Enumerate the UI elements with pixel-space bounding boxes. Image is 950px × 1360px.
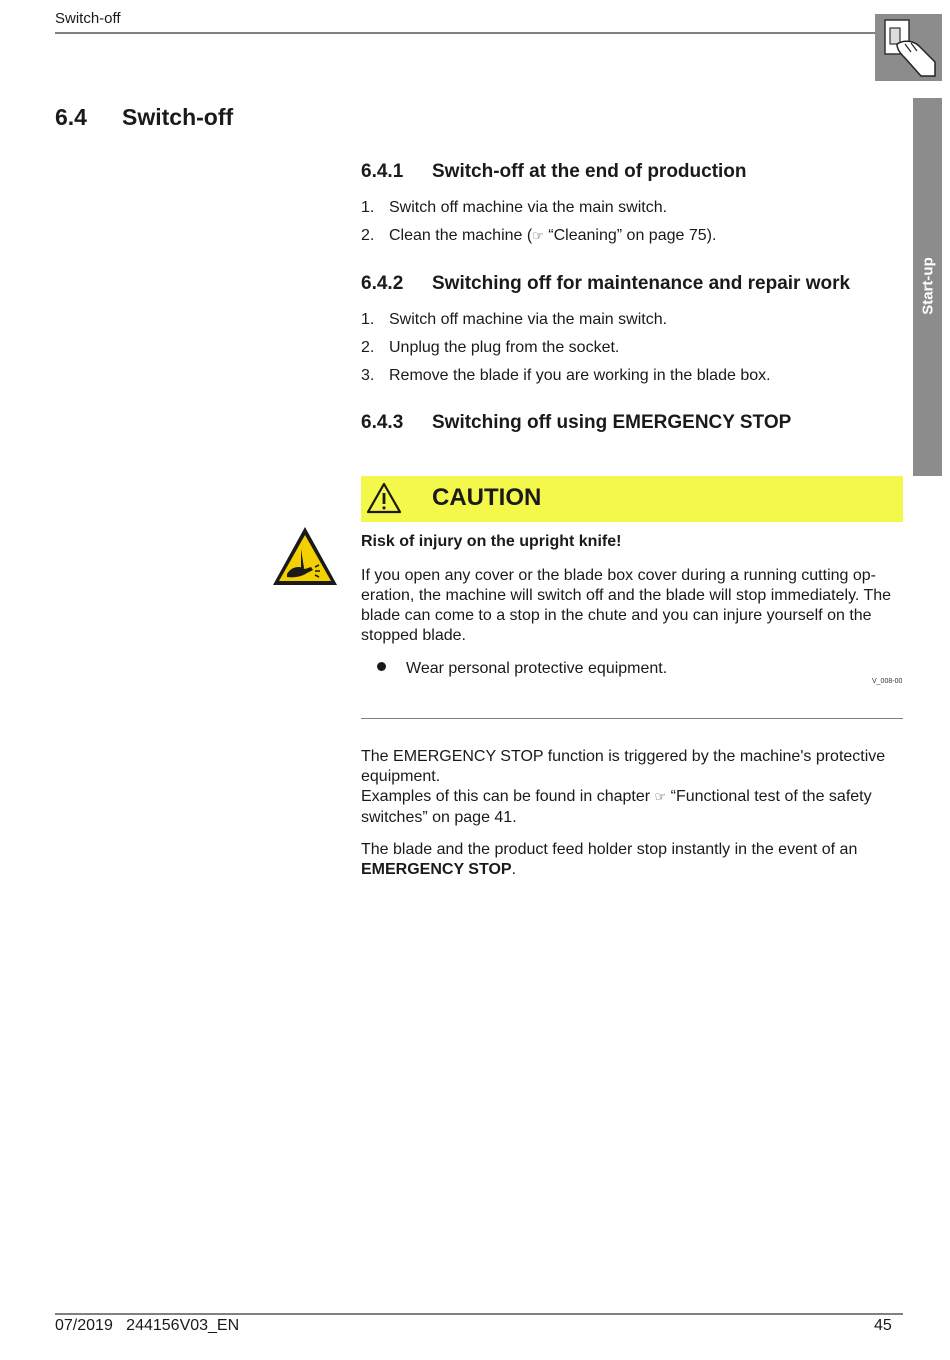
protective-measure xyxy=(377,659,667,679)
step-text: Switch off machine via the main switch. xyxy=(389,199,668,216)
step-number: 3. xyxy=(361,367,375,384)
caution-end-divider xyxy=(361,718,903,719)
step-text: Switch off machine via the main switch. xyxy=(389,311,668,328)
pointing-hand-icon: ☞ xyxy=(654,790,667,805)
step-number: 1. xyxy=(361,311,375,328)
subsection-number: 6.4.3 xyxy=(361,412,404,433)
emergency-stop-paragraph xyxy=(361,747,903,828)
list-item xyxy=(361,338,771,366)
pointing-hand-icon: ☞ xyxy=(532,229,544,244)
caution-label: CAUTION xyxy=(432,484,542,511)
header-divider xyxy=(55,32,875,34)
warning-code: V_008-00 xyxy=(872,678,903,685)
risk-title: Risk of injury on the upright knife! xyxy=(361,533,622,550)
page-number: 45 xyxy=(874,1317,892,1334)
list-item xyxy=(361,366,771,394)
paragraph-text: The EMERGENCY STOP function is triggered by the machine's protective equipment. xyxy=(361,748,886,785)
subsection-heading-6-4-3 xyxy=(361,412,791,434)
subsection-heading-6-4-1 xyxy=(361,161,747,183)
list-item xyxy=(361,310,771,338)
caution-body: If you open any cover or the blade box cover during a running cutting op-eration, the machine will switch off and the blade will stop immediately. The blade can come to a stop in the chute and you can injure yourself on the stopped blade. xyxy=(361,567,892,644)
chapter-tab-label: Start-up xyxy=(919,257,936,315)
warning-triangle-icon xyxy=(366,482,402,514)
running-header: Switch-off xyxy=(55,10,121,27)
paragraph-text: Examples of this can be found in chapter xyxy=(361,788,655,805)
step-number: 2. xyxy=(361,227,375,244)
emergency-stop-effect-paragraph xyxy=(361,840,903,880)
step-number: 1. xyxy=(361,199,375,216)
cut-hand-hazard-icon xyxy=(271,525,339,587)
cross-reference-link[interactable]: “Functional test of the safety switches” on page 41. xyxy=(361,788,872,826)
steps-list-maintenance xyxy=(361,310,771,394)
section-heading xyxy=(55,104,233,131)
subsection-number: 6.4.2 xyxy=(361,273,404,294)
bullet-icon xyxy=(377,662,386,671)
steps-list-end-of-production xyxy=(361,198,716,254)
emphasis-text: EMERGENCY STOP xyxy=(361,861,512,878)
subsection-title: Switching off using EMERGENCY STOP xyxy=(432,412,792,433)
subsection-number: 6.4.1 xyxy=(361,161,404,182)
subsection-heading-6-4-2 xyxy=(361,273,850,295)
footer-doc-info: 07/2019 244156V03_EN xyxy=(55,1317,240,1334)
measure-text: Wear personal protective equipment. xyxy=(406,660,668,677)
list-item xyxy=(361,198,716,226)
step-text: Clean the machine ( xyxy=(389,227,533,244)
section-title: Switch-off xyxy=(122,104,234,130)
subsection-title: Switch-off at the end of production xyxy=(432,161,747,182)
subsection-title: Switching off for maintenance and repair work xyxy=(432,273,851,294)
paragraph-text: The blade and the product feed holder stop instantly in the event of an xyxy=(361,841,858,858)
step-text: Unplug the plug from the socket. xyxy=(389,339,620,356)
list-item xyxy=(361,226,716,254)
caution-banner xyxy=(361,476,903,522)
paragraph-text: . xyxy=(511,861,517,878)
step-text: Remove the blade if you are working in the blade box. xyxy=(389,367,771,384)
section-number: 6.4 xyxy=(55,104,87,130)
chapter-tab xyxy=(913,98,942,476)
footer-divider xyxy=(55,1313,903,1315)
hand-switch-icon xyxy=(875,14,942,81)
step-number: 2. xyxy=(361,339,375,356)
cross-reference-link[interactable]: “Cleaning” on page 75). xyxy=(543,227,717,244)
